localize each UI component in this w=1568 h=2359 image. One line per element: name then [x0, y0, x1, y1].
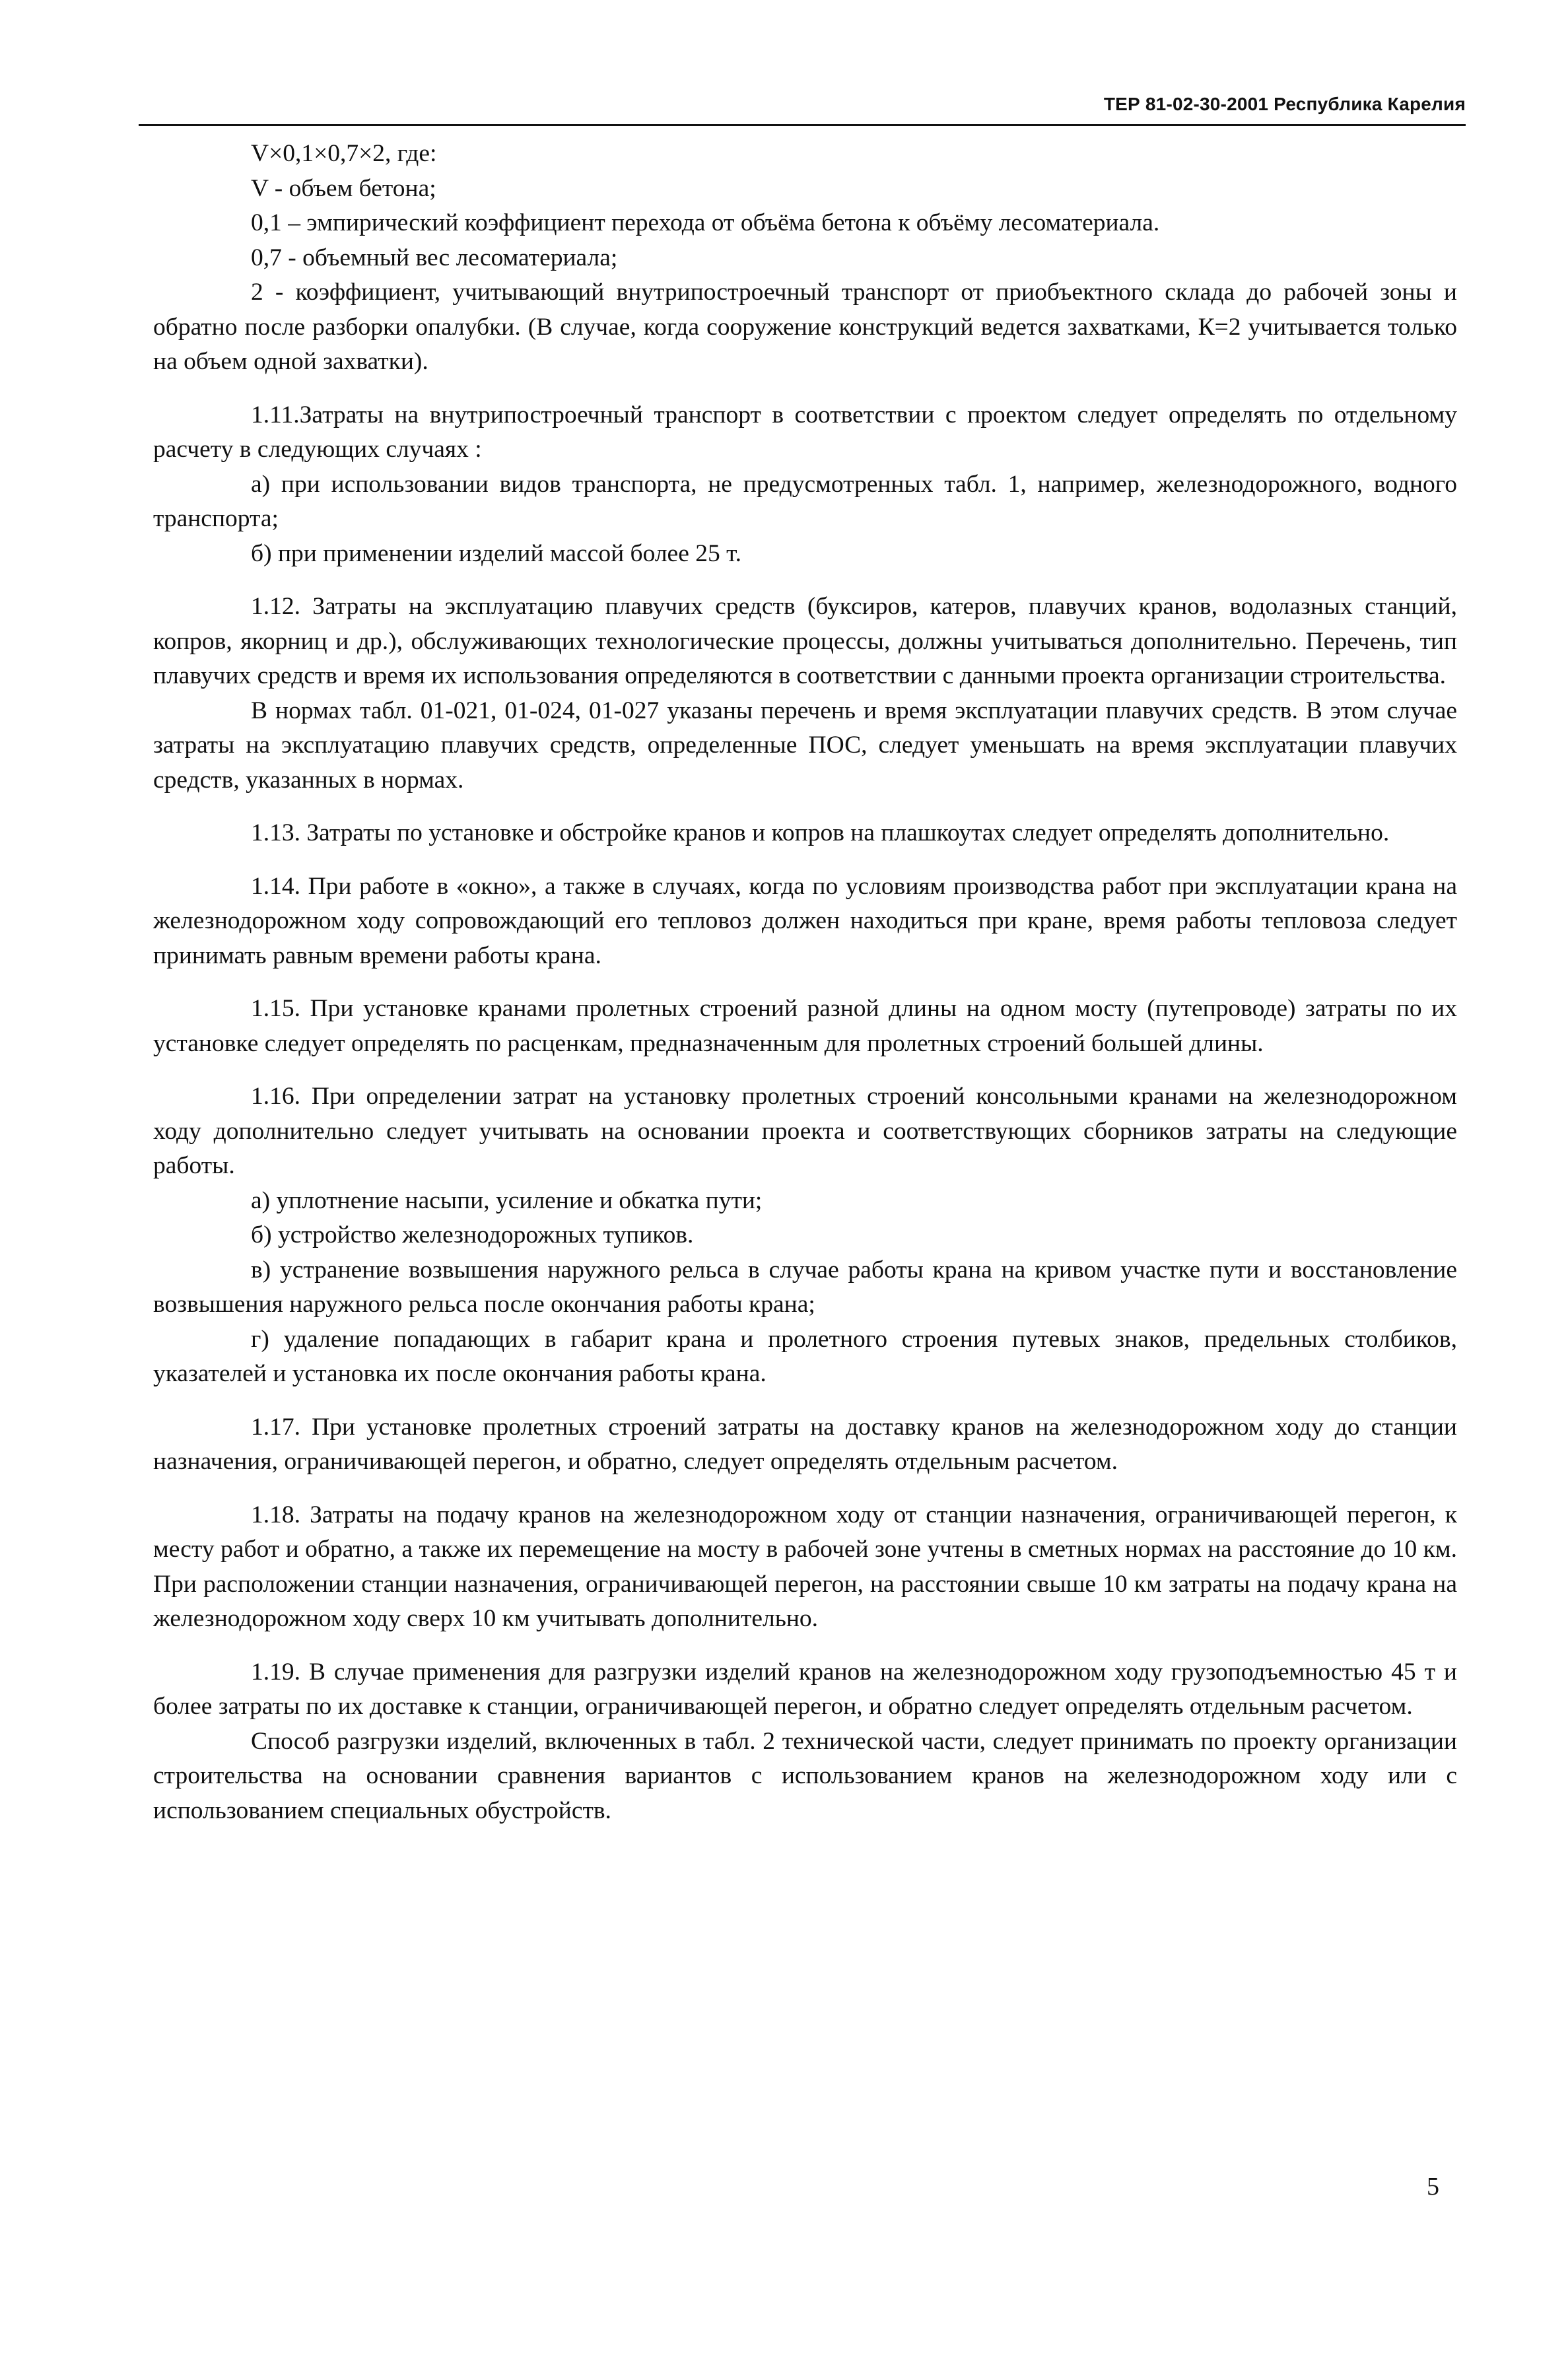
clause-1-16-item-a: а) уплотнение насыпи, усиление и обкатка пути;: [251, 1186, 763, 1214]
clause-1-19-note: Способ разгрузки изделий, включенных в табл. 2 технической части, следует принимать по проекту организации строительства на основании сравнения вариантов с использованием кранов на железнодорожном ходу или с использованием специальных обустройств.: [153, 1727, 1457, 1824]
clause-1-14: 1.14. При работе в «окно», а также в случаях, когда по условиям производства работ при эксплуатации крана на железнодорожном ходу сопровождающий его тепловоз должен находиться при кране, время работы тепловоза следует принимать равным времени работы крана.: [153, 872, 1457, 969]
definition-coefficient-0-1: 0,1 – эмпирический коэффициент перехода от объёма бетона к объёму лесоматериала.: [251, 209, 1160, 236]
clause-1-16-item-c: в) устранение возвышения наружного рельса в случае работы крана на кривом участке пути и восстановление возвышения наружного рельса после окончания работы крана;: [153, 1256, 1457, 1318]
clause-1-16-item-d: г) удаление попадающих в габарит крана и пролетного строения путевых знаков, предельных столбиков, указателей и установка их после окончания работы крана.: [153, 1325, 1457, 1387]
clause-1-15: 1.15. При установке кранами пролетных строений разной длины на одном мосту (путепроводе) затраты по их установке следует определять по расценкам, предназначенным для пролетных строений большей длины.: [153, 995, 1457, 1057]
definition-coefficient-0-7: 0,7 - объемный вес лесоматериала;: [251, 244, 618, 271]
page-number: 5: [1427, 2173, 1439, 2201]
header-divider: [139, 124, 1466, 126]
clause-1-19: 1.19. В случае применения для разгрузки изделий кранов на железнодорожном ходу грузоподъемностью 45 т и более затраты по их доставке к станции, ограничивающей перегон, и обратно следует определять отдельным расчетом.: [153, 1658, 1457, 1720]
document-body: [153, 137, 1457, 1828]
clause-1-16: 1.16. При определении затрат на установку пролетных строений консольными кранами на железнодорожном ходу дополнительно следует учитывать на основании проекта и соответствующих сборников затраты на следующие работы.: [153, 1083, 1457, 1179]
clause-1-11: 1.11.Затраты на внутрипостроечный транспорт в соответствии с проектом следует определять по отдельному расчету в следующих случаях :: [153, 401, 1457, 463]
clause-1-17: 1.17. При установке пролетных строений затраты на доставку кранов на железнодорожном ходу до станции назначения, ограничивающей перегон, и обратно, следует определять отдельным расчетом.: [153, 1413, 1457, 1475]
definition-coefficient-2: 2 - коэффициент, учитывающий внутрипостроечный транспорт от приобъектного склада до рабочей зоны и обратно после разборки опалубки. (В случае, когда сооружение конструкций ведется захватками, К=2 учитывается только на объем одной захватки).: [153, 279, 1457, 375]
document-header: ТЕР 81-02-30-2001 Республика Карелия: [1103, 94, 1466, 114]
clause-1-16-item-b: б) устройство железнодорожных тупиков.: [251, 1221, 694, 1248]
clause-1-12-note: В нормах табл. 01-021, 01-024, 01-027 указаны перечень и время эксплуатации плавучих средств. В этом случае затраты на эксплуатацию плавучих средств, определенные ПОС, следует уменьшать на время эксплуатации плавучих средств, указанных в нормах.: [153, 697, 1457, 794]
formula-line: V×0,1×0,7×2, где:: [251, 140, 437, 167]
clause-1-11-item-b: б) при применении изделий массой более 25 т.: [251, 539, 742, 567]
clause-1-11-item-a: а) при использовании видов транспорта, не предусмотренных табл. 1, например, железнодорожного, водного транспорта;: [153, 470, 1457, 532]
clause-1-13: 1.13. Затраты по установке и обстройке кранов и копров на плашкоутах следует определять дополнительно.: [251, 819, 1390, 846]
definition-v: V - объем бетона;: [251, 174, 436, 202]
clause-1-18: 1.18. Затраты на подачу кранов на железнодорожном ходу от станции назначения, ограничивающей перегон, к месту работ и обратно, а также их перемещение на мосту в рабочей зоне учтены в сметных нормах на расстояние до 10 км. При расположении станции назначения, ограничивающей перегон, на расстоянии свыше 10 км затраты на подачу крана на железнодорожном ходу сверх 10 км учитывать дополнительно.: [153, 1501, 1457, 1632]
clause-1-12: 1.12. Затраты на эксплуатацию плавучих средств (буксиров, катеров, плавучих кранов, водолазных станций, копров, якорниц и др.), обслуживающих технологические процессы, должны учитываться дополнительно. Перечень, тип плавучих средств и время их использования определяются в соответствии с данными проекта организации строительства.: [153, 593, 1457, 689]
